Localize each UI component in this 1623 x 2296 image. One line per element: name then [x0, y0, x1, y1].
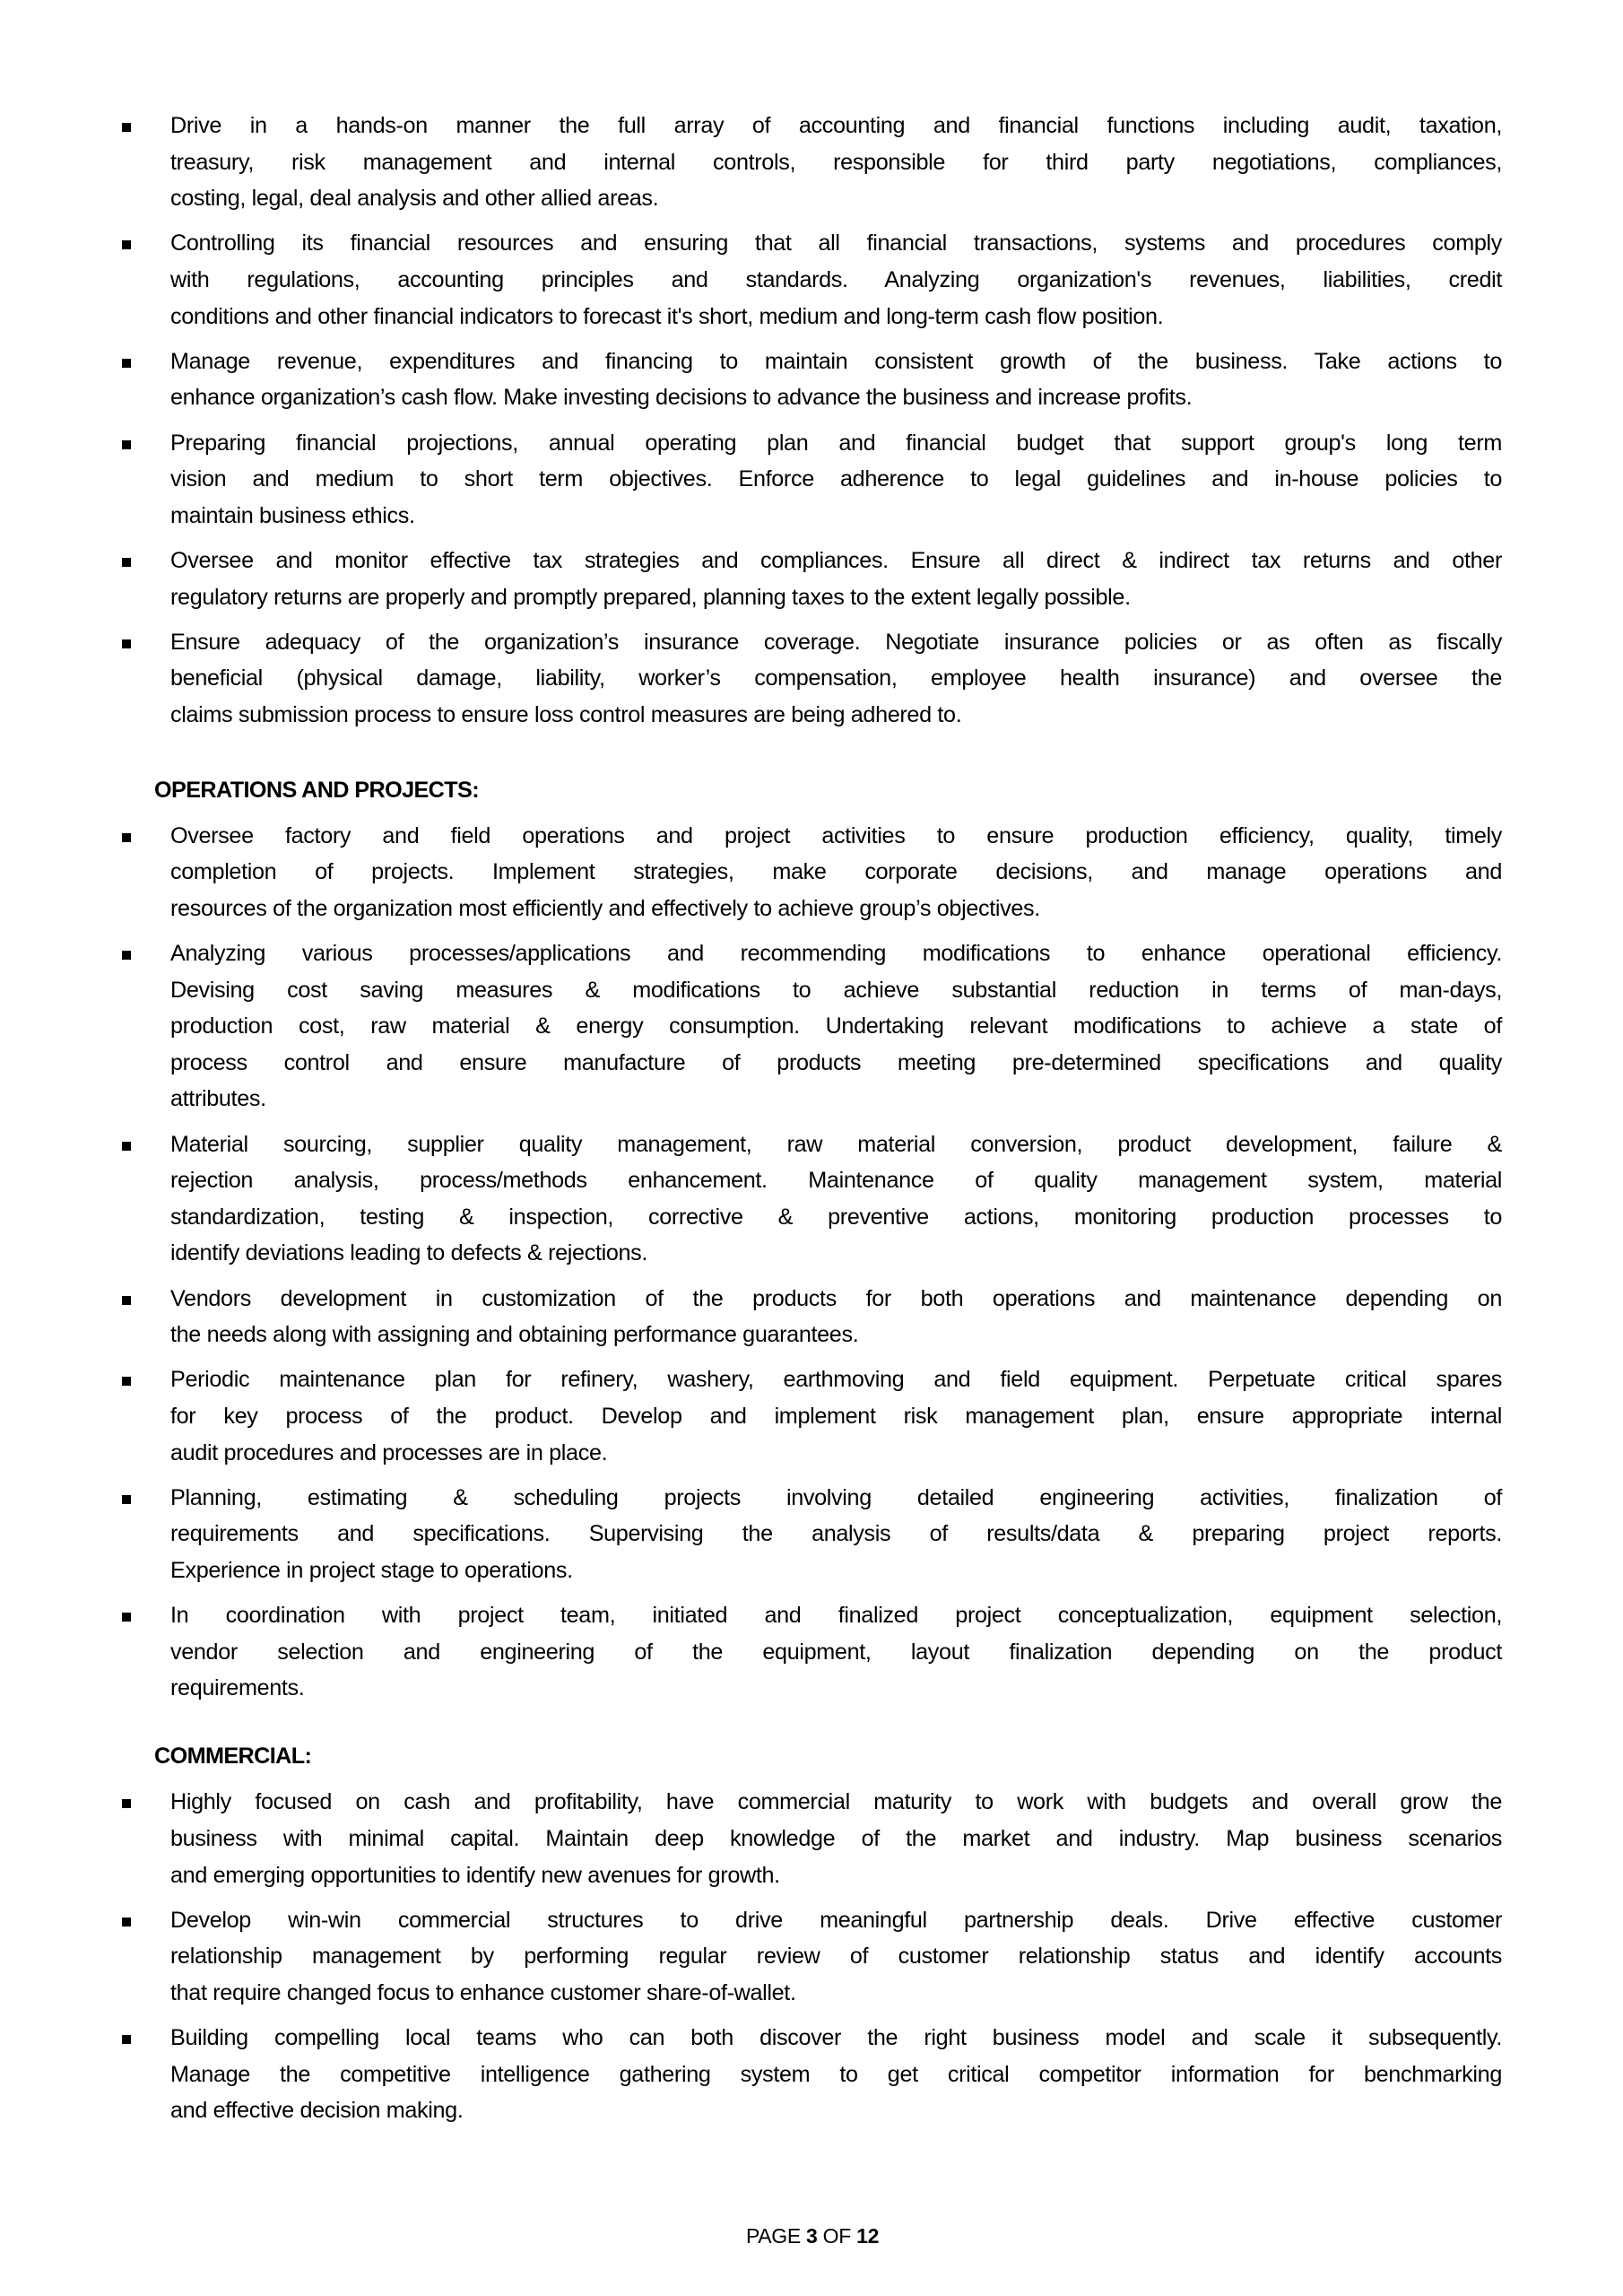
bullet-item	[170, 108, 1502, 217]
bullet-text-line: treasury, risk management and internal controls, responsible for third party negotiations, compliances,	[170, 149, 1502, 175]
bullet-item	[170, 2020, 1502, 2129]
square-bullet-icon	[122, 240, 131, 249]
page-content	[154, 108, 1502, 2138]
bullet-text-line: enhance organization’s cash flow. Make investing decisions to advance the business and increase profits.	[170, 385, 1193, 411]
bullet-text-line: Manage the competitive intelligence gathering system to get critical competitor information for benchmarking	[170, 2061, 1502, 2087]
bullet-text-line: Vendors development in customization of the products for both operations and maintenance depending on	[170, 1285, 1502, 1311]
bullet-item	[170, 344, 1502, 416]
bullet-text-line: requirements and specifications. Supervising the analysis of results/data & preparing project reports.	[170, 1521, 1502, 1547]
bullet-item	[170, 425, 1502, 535]
bullet-text-line: Material sourcing, supplier quality management, raw material conversion, product development, failure &	[170, 1131, 1502, 1157]
square-bullet-icon	[122, 359, 131, 368]
bullet-text-line: Oversee and monitor effective tax strategies and compliances. Ensure all direct & indirect tax returns and other	[170, 547, 1502, 573]
bullet-text-line: Preparing financial projections, annual operating plan and financial budget that support group's long term	[170, 430, 1502, 456]
bullet-text-line: Planning, estimating & scheduling projects involving detailed engineering activities, finalization of	[170, 1484, 1502, 1510]
bullet-item	[170, 1480, 1502, 1589]
bullet-text-line: conditions and other financial indicators to forecast it's short, medium and long-term cash flow position.	[170, 303, 1164, 329]
bullet-item	[170, 818, 1502, 927]
bullet-text-line: claims submission process to ensure loss control measures are being adhered to.	[170, 701, 962, 727]
square-bullet-icon	[122, 440, 131, 449]
bullet-text-line: Drive in a hands-on manner the full array of accounting and financial functions including audit, taxation,	[170, 113, 1502, 138]
bullet-text-line: attributes.	[170, 1086, 266, 1112]
bullet-text-line: Periodic maintenance plan for refinery, washery, earthmoving and field equipment. Perpetuate critical spares	[170, 1367, 1502, 1393]
page-current: 3	[806, 2224, 818, 2248]
square-bullet-icon	[122, 558, 131, 567]
page-number	[746, 2222, 879, 2249]
bullet-text-line: and emerging opportunities to identify new avenues for growth.	[170, 1862, 780, 1888]
bullet-text-line: identify deviations leading to defects & rejections.	[170, 1240, 648, 1266]
bullet-item	[170, 1784, 1502, 1893]
bullet-text-line: process control and ensure manufacture of products meeting pre-determined specifications and quality	[170, 1049, 1502, 1075]
bullet-item	[170, 543, 1502, 615]
square-bullet-icon	[122, 639, 131, 648]
square-bullet-icon	[122, 1918, 131, 1926]
square-bullet-icon	[122, 1142, 131, 1151]
bullet-text-line: relationship management by performing regular review of customer relationship status and identify accounts	[170, 1944, 1502, 1970]
bullet-text-line: for key process of the product. Develop and implement risk management plan, ensure appropriate internal	[170, 1403, 1502, 1429]
bullet-item	[170, 1597, 1502, 1707]
bullet-text-line: Building compelling local teams who can both discover the right business model and scale it subsequently.	[170, 2025, 1502, 2051]
bullet-item	[170, 624, 1502, 734]
page-prefix: PAGE	[745, 2224, 807, 2248]
bullet-text-line: costing, legal, deal analysis and other allied areas.	[170, 186, 659, 212]
square-bullet-icon	[122, 951, 131, 960]
bullet-text-line: beneficial (physical damage, liability, worker’s compensation, employee health insurance) and oversee the	[170, 665, 1502, 691]
bullet-text-line: audit procedures and processes are in place.	[170, 1439, 608, 1465]
square-bullet-icon	[122, 1495, 131, 1504]
bullet-text-line: Oversee factory and field operations and project activities to ensure production efficiency, quality, timely	[170, 822, 1502, 848]
bullet-item	[170, 1361, 1502, 1471]
bullet-item	[170, 935, 1502, 1118]
bullet-text-line: Controlling its financial resources and ensuring that all financial transactions, systems and procedures comply	[170, 230, 1502, 257]
page-separator: OF	[817, 2224, 857, 2248]
bullet-text-line: Highly focused on cash and profitability, have commercial maturity to work with budgets and overall grow the	[170, 1789, 1502, 1815]
bullet-text-line: with regulations, accounting principles and standards. Analyzing organization's revenues, liabilities, credit	[170, 266, 1502, 292]
square-bullet-icon	[122, 1613, 131, 1622]
bullet-text-line: maintain business ethics.	[170, 502, 415, 528]
square-bullet-icon	[122, 123, 131, 132]
bullet-text-line: rejection analysis, process/methods enhancement. Maintenance of quality management system, material	[170, 1168, 1502, 1194]
bullet-text-line: completion of projects. Implement strategies, make corporate decisions, and manage operations and	[170, 859, 1502, 885]
square-bullet-icon	[122, 1799, 131, 1808]
bullet-text-line: Develop win-win commercial structures to drive meaningful partnership deals. Drive effective customer	[170, 1907, 1502, 1933]
page-footer	[0, 2222, 1623, 2249]
bullet-text-line: business with minimal capital. Maintain deep knowledge of the market and industry. Map business scenarios	[170, 1826, 1502, 1852]
bullet-text-line: In coordination with project team, initiated and finalized project conceptualization, equipment selection,	[170, 1603, 1502, 1629]
bullet-text-line: the needs along with assigning and obtaining performance guarantees.	[170, 1322, 859, 1348]
bullet-text-line: vision and medium to short term objectives. Enforce adherence to legal guidelines and in-house policies to	[170, 466, 1502, 492]
bullet-text-line: vendor selection and engineering of the equipment, layout finalization depending on the product	[170, 1639, 1502, 1665]
bullet-text-line: regulatory returns are properly and promptly prepared, planning taxes to the extent legally possible.	[170, 584, 1131, 610]
square-bullet-icon	[122, 1377, 131, 1386]
bullet-item	[170, 1281, 1502, 1353]
bullet-item	[170, 225, 1502, 335]
page-total: 12	[856, 2224, 880, 2248]
document-section	[170, 108, 1502, 733]
bullet-text-line: requirements.	[170, 1675, 305, 1701]
square-bullet-icon	[122, 833, 131, 842]
bullet-text-line: Analyzing various processes/applications and recommending modifications to enhance operational efficiency.	[170, 941, 1502, 967]
bullet-text-line: Ensure adequacy of the organization’s insurance coverage. Negotiate insurance policies or as often as fiscally	[170, 629, 1502, 655]
section-heading: OPERATIONS AND PROJECTS:	[154, 778, 480, 804]
bullet-text-line: standardization, testing & inspection, corrective & preventive actions, monitoring production processes to	[170, 1204, 1502, 1230]
bullet-text-line: Experience in project stage to operations.	[170, 1557, 573, 1583]
bullet-text-line: Devising cost saving measures & modifications to achieve substantial reduction in terms of man-days,	[170, 977, 1502, 1003]
bullet-item	[170, 1902, 1502, 2012]
square-bullet-icon	[122, 2035, 131, 2044]
section-heading: COMMERCIAL:	[154, 1743, 312, 1769]
bullet-item	[170, 1126, 1502, 1272]
bullet-text-line: that require changed focus to enhance customer share-of-wallet.	[170, 1980, 796, 2006]
document-section	[154, 772, 1502, 1706]
bullet-text-line: Manage revenue, expenditures and financing to maintain consistent growth of the business. Take actions to	[170, 348, 1502, 374]
bullet-text-line: and effective decision making.	[170, 2098, 464, 2124]
bullet-text-line: resources of the organization most efficiently and effectively to achieve group’s objectives.	[170, 895, 1040, 921]
square-bullet-icon	[122, 1296, 131, 1305]
document-section	[154, 1738, 1502, 2129]
bullet-text-line: production cost, raw material & energy consumption. Undertaking relevant modifications to achieve a state of	[170, 1013, 1502, 1039]
